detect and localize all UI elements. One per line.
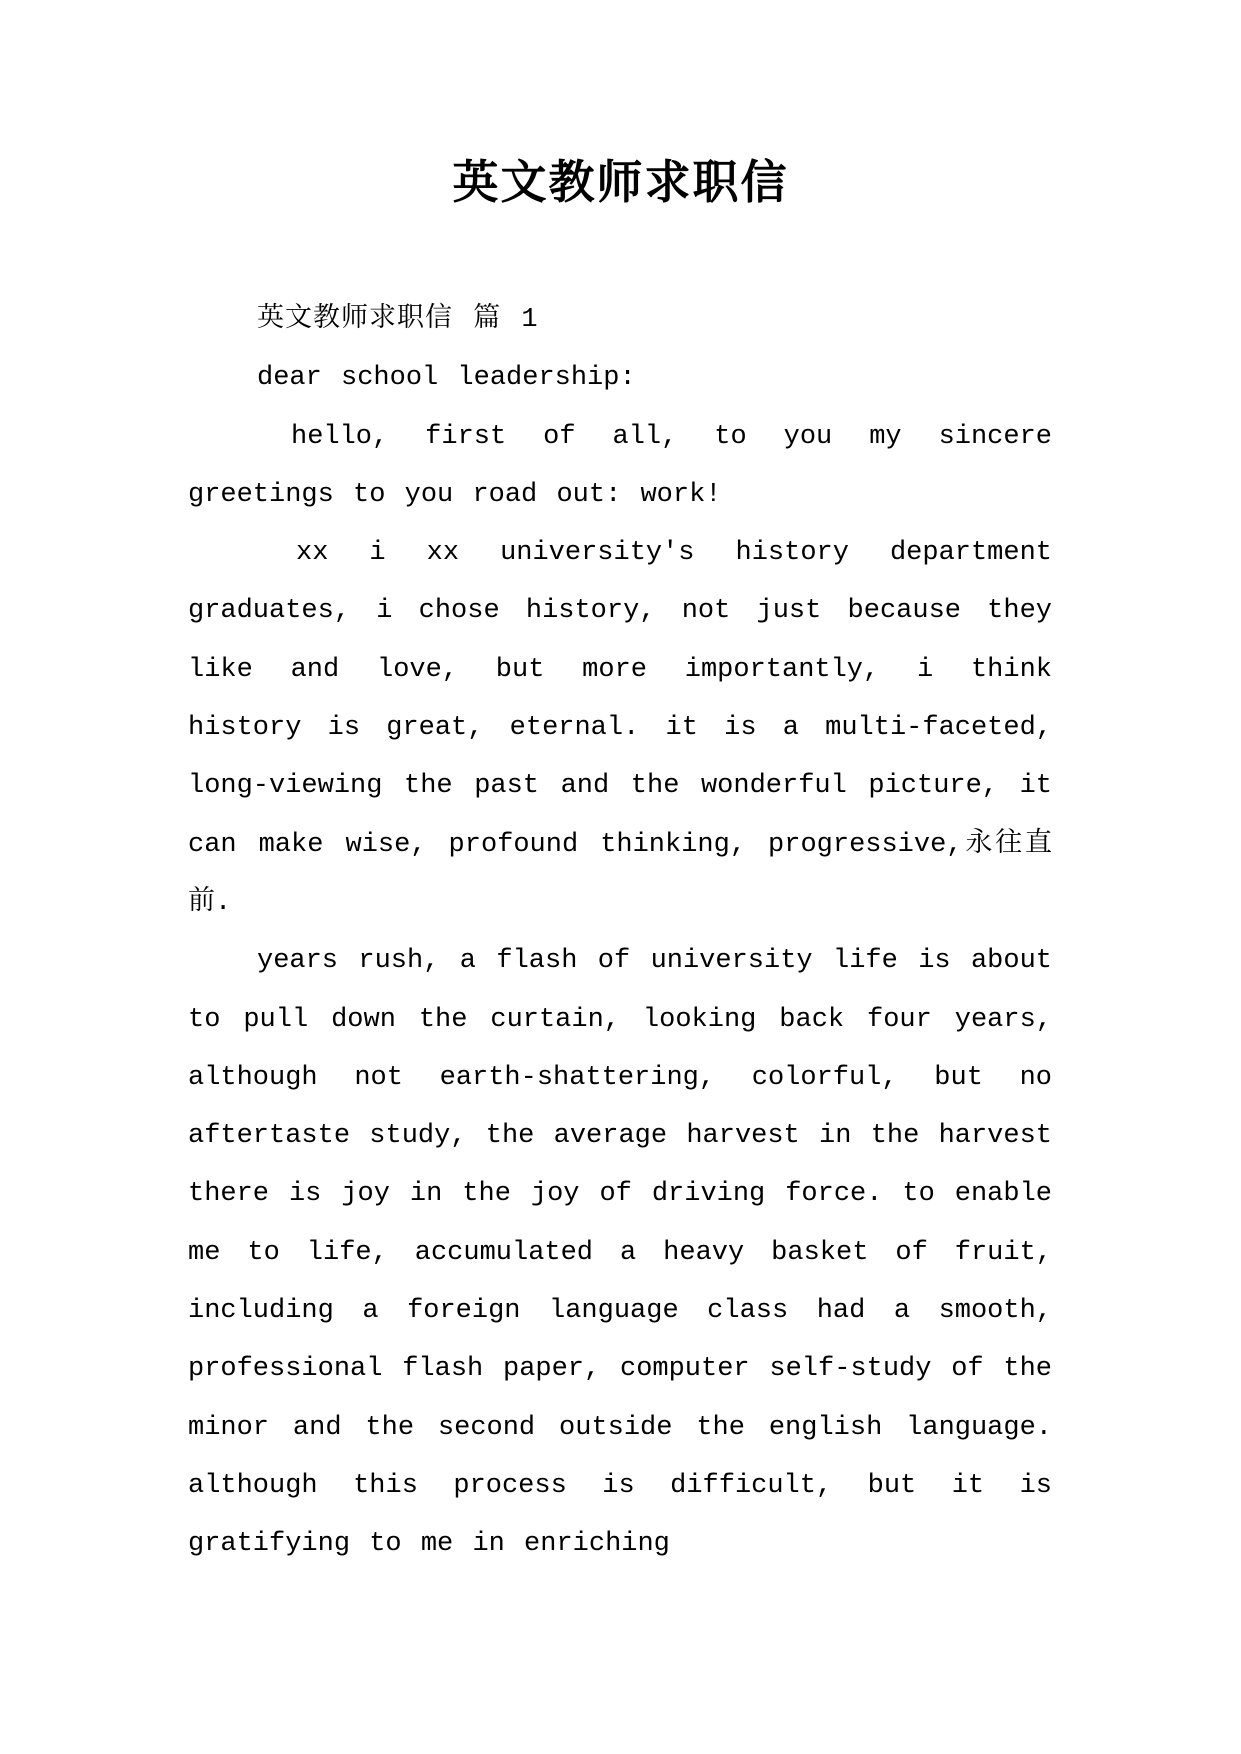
salutation: dear school leadership: <box>257 363 636 394</box>
section-heading: 英文教师求职信 篇 1 <box>257 305 539 335</box>
paragraph-background: xx i xx university's history department graduates, i chose history, not just because they like and love, but more importantly, i think history is great, eternal. it is a multi-faceted, long-viewing the past and the wonderful picture, it can make wise, profound thinking, progressive,永往直前. <box>188 538 1052 918</box>
paragraph-experience: years rush, a flash of university life is about to pull down the curtain, looking back four years, although not earth-shattering, colorful, but no aftertaste study, the average harvest in the harvest there is joy in the joy of driving force. to enable me to life, accumulated a heavy basket of fruit, including a foreign language class had a smooth, professional flash paper, computer self-study of the minor and the second outside the english language. although this process is difficult, but it is gratifying to me in enriching <box>188 946 1052 1560</box>
paragraph-greeting: hello, first of all, to you my sincere greetings to you road out: work! <box>188 421 1052 510</box>
document-title: 英文教师求职信 <box>452 155 789 209</box>
document-body <box>188 291 1052 1574</box>
